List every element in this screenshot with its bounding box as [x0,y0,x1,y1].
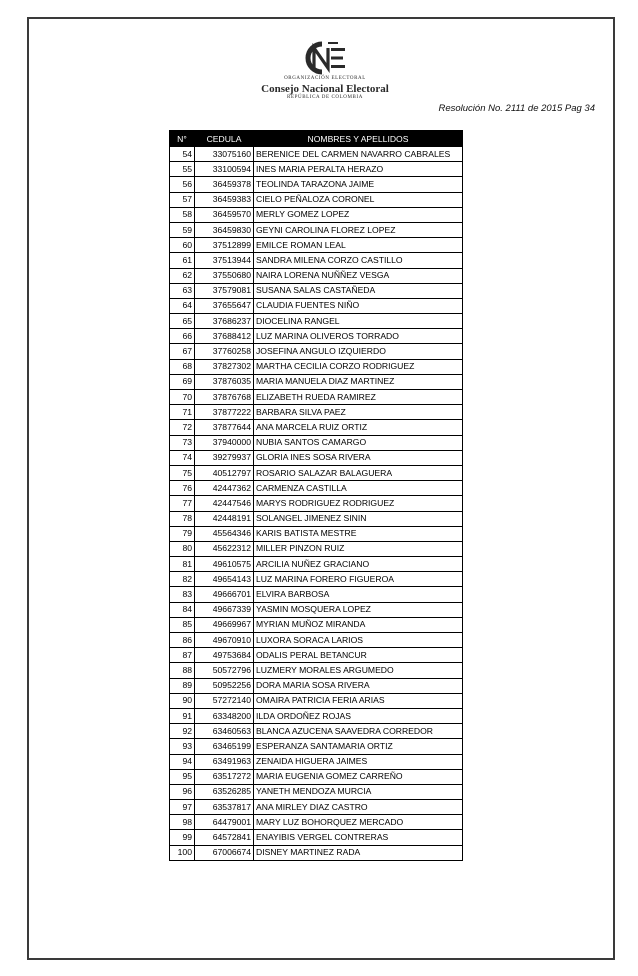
table-row [170,420,463,435]
row-cedula: 37877644 [195,420,254,435]
row-number: 61 [170,253,195,268]
row-name: ODALIS PERAL BETANCUR [254,648,463,663]
row-name: MARIA EUGENIA GOMEZ CARREÑO [254,769,463,784]
row-number: 81 [170,557,195,572]
row-name: ANA MARCELA RUIZ ORTIZ [254,420,463,435]
row-cedula: 49666701 [195,587,254,602]
row-cedula: 50952256 [195,678,254,693]
row-number: 94 [170,754,195,769]
row-number: 92 [170,724,195,739]
table-row [170,708,463,723]
row-number: 93 [170,739,195,754]
row-name: SOLANGEL JIMENEZ SININ [254,511,463,526]
row-name: MARTHA CECILIA CORZO RODRIGUEZ [254,359,463,374]
row-name: CIELO PEÑALOZA CORONEL [254,192,463,207]
row-number: 97 [170,800,195,815]
row-number: 66 [170,329,195,344]
row-cedula: 63460563 [195,724,254,739]
header-cedula: CEDULA [195,131,254,147]
row-cedula: 42447362 [195,481,254,496]
row-name: MARYS RODRIGUEZ RODRIGUEZ [254,496,463,511]
row-cedula: 37579081 [195,283,254,298]
row-cedula: 36459570 [195,207,254,222]
row-cedula: 49610575 [195,557,254,572]
citizens-table [169,130,463,861]
row-name: YANETH MENDOZA MURCIA [254,784,463,799]
row-number: 60 [170,238,195,253]
table-row [170,541,463,556]
row-name: MYRIAN MUÑOZ MIRANDA [254,617,463,632]
row-number: 80 [170,541,195,556]
table-row [170,815,463,830]
table-row [170,526,463,541]
row-cedula: 45622312 [195,541,254,556]
row-cedula: 37512899 [195,238,254,253]
row-cedula: 36459378 [195,177,254,192]
row-number: 75 [170,465,195,480]
table-row [170,283,463,298]
table-row [170,602,463,617]
table-row [170,207,463,222]
row-cedula: 39279937 [195,450,254,465]
row-name: KARIS BATISTA MESTRE [254,526,463,541]
row-number: 87 [170,648,195,663]
table-row [170,784,463,799]
table-row [170,329,463,344]
row-name: OMAIRA PATRICIA FERIA ARIAS [254,693,463,708]
row-cedula: 49669967 [195,617,254,632]
row-number: 86 [170,633,195,648]
row-name: MERLY GOMEZ LOPEZ [254,207,463,222]
table-row [170,557,463,572]
table-row [170,450,463,465]
table-row [170,390,463,405]
row-name: DISNEY MARTINEZ RADA [254,845,463,860]
table-row [170,769,463,784]
row-cedula: 37876768 [195,390,254,405]
row-name: ESPERANZA SANTAMARIA ORTIZ [254,739,463,754]
row-name: ELVIRA BARBOSA [254,587,463,602]
row-number: 91 [170,708,195,723]
row-cedula: 49654143 [195,572,254,587]
table-row [170,633,463,648]
table-row [170,617,463,632]
row-name: INES MARIA PERALTA HERAZO [254,162,463,177]
row-number: 71 [170,405,195,420]
row-name: EMILCE ROMAN LEAL [254,238,463,253]
table-row [170,739,463,754]
table-row [170,405,463,420]
row-name: GLORIA INES SOSA RIVERA [254,450,463,465]
table-row [170,800,463,815]
cne-emblem-icon [292,40,356,76]
row-cedula: 64479001 [195,815,254,830]
row-cedula: 64572841 [195,830,254,845]
row-number: 54 [170,147,195,162]
row-number: 82 [170,572,195,587]
row-cedula: 67006674 [195,845,254,860]
table-row [170,587,463,602]
row-name: MARIA MANUELA DIAZ MARTINEZ [254,374,463,389]
row-number: 64 [170,298,195,313]
row-cedula: 33075160 [195,147,254,162]
row-name: DORA MARIA SOSA RIVERA [254,678,463,693]
row-name: NUBIA SANTOS CAMARGO [254,435,463,450]
table-row [170,359,463,374]
table-row [170,222,463,237]
row-number: 72 [170,420,195,435]
row-number: 74 [170,450,195,465]
row-name: JOSEFINA ANGULO IZQUIERDO [254,344,463,359]
row-number: 88 [170,663,195,678]
row-cedula: 36459383 [195,192,254,207]
row-cedula: 37940000 [195,435,254,450]
row-number: 57 [170,192,195,207]
table-row [170,481,463,496]
row-name: LUZ MARINA FORERO FIGUEROA [254,572,463,587]
row-number: 68 [170,359,195,374]
table-header-row [170,131,463,147]
table-row [170,572,463,587]
row-number: 55 [170,162,195,177]
row-number: 100 [170,845,195,860]
row-name: TEOLINDA TARAZONA JAIME [254,177,463,192]
row-number: 89 [170,678,195,693]
row-cedula: 63537817 [195,800,254,815]
table-row [170,465,463,480]
row-cedula: 37876035 [195,374,254,389]
resolution-reference: Resolución No. 2111 de 2015 Pag 34 [438,103,595,114]
row-number: 79 [170,526,195,541]
table-body [170,147,463,861]
row-number: 78 [170,511,195,526]
row-number: 90 [170,693,195,708]
row-name: LUZMERY MORALES ARGUMEDO [254,663,463,678]
table-row [170,511,463,526]
row-cedula: 40512797 [195,465,254,480]
row-number: 70 [170,390,195,405]
row-name: MILLER PINZON RUIZ [254,541,463,556]
row-cedula: 37760258 [195,344,254,359]
row-number: 99 [170,830,195,845]
table-row [170,754,463,769]
row-cedula: 42447546 [195,496,254,511]
row-name: ILDA ORDOÑEZ ROJAS [254,708,463,723]
header-names: NOMBRES Y APELLIDOS [254,131,463,147]
table-row [170,724,463,739]
row-name: ARCILIA NUÑEZ GRACIANO [254,557,463,572]
row-name: CARMENZA CASTILLA [254,481,463,496]
row-name: LUZ MARINA OLIVEROS TORRADO [254,329,463,344]
logo-bottom-text: REPÚBLICA DE COLOMBIA [287,95,363,100]
row-name: LUXORA SORACA LARIOS [254,633,463,648]
row-name: YASMIN MOSQUERA LOPEZ [254,602,463,617]
table-row [170,678,463,693]
table-row [170,648,463,663]
row-name: BLANCA AZUCENA SAAVEDRA CORREDOR [254,724,463,739]
table-row [170,147,463,162]
row-cedula: 37655647 [195,298,254,313]
row-cedula: 37688412 [195,329,254,344]
logo-top-text: ORGANIZACIÓN ELECTORAL [284,76,366,81]
row-name: BERENICE DEL CARMEN NAVARRO CABRALES [254,147,463,162]
row-name: GEYNI CAROLINA FLOREZ LOPEZ [254,222,463,237]
row-name: ELIZABETH RUEDA RAMIREZ [254,390,463,405]
row-name: NAIRA LORENA NUÑÑEZ VESGA [254,268,463,283]
row-cedula: 49667339 [195,602,254,617]
row-number: 58 [170,207,195,222]
row-cedula: 37877222 [195,405,254,420]
table-row [170,238,463,253]
table-row [170,344,463,359]
row-number: 67 [170,344,195,359]
logo-main-text: Consejo Nacional Electoral [261,83,389,95]
table-row [170,693,463,708]
row-cedula: 63526285 [195,784,254,799]
row-cedula: 63348200 [195,708,254,723]
row-cedula: 50572796 [195,663,254,678]
row-number: 95 [170,769,195,784]
row-name: SANDRA MILENA CORZO CASTILLO [254,253,463,268]
row-name: ROSARIO SALAZAR BALAGUERA [254,465,463,480]
row-number: 73 [170,435,195,450]
table-row [170,830,463,845]
row-number: 83 [170,587,195,602]
row-number: 98 [170,815,195,830]
table-row [170,663,463,678]
row-cedula: 45564346 [195,526,254,541]
row-name: ANA MIRLEY DIAZ CASTRO [254,800,463,815]
row-name: CLAUDIA FUENTES NIÑO [254,298,463,313]
row-cedula: 63517272 [195,769,254,784]
row-name: DIOCELINA RANGEL [254,314,463,329]
table-row [170,268,463,283]
row-number: 63 [170,283,195,298]
row-cedula: 37686237 [195,314,254,329]
table-row [170,845,463,860]
row-cedula: 49670910 [195,633,254,648]
table-row [170,496,463,511]
row-name: MARY LUZ BOHORQUEZ MERCADO [254,815,463,830]
row-cedula: 37550680 [195,268,254,283]
row-number: 85 [170,617,195,632]
table-row [170,192,463,207]
table-row [170,162,463,177]
table-row [170,435,463,450]
row-name: SUSANA SALAS CASTAÑEDA [254,283,463,298]
row-name: ENAYIBIS VERGEL CONTRERAS [254,830,463,845]
table-row [170,298,463,313]
row-name: ZENAIDA HIGUERA JAIMES [254,754,463,769]
row-cedula: 63465199 [195,739,254,754]
row-number: 96 [170,784,195,799]
row-number: 69 [170,374,195,389]
table-row [170,177,463,192]
row-cedula: 36459830 [195,222,254,237]
row-cedula: 42448191 [195,511,254,526]
table-row [170,253,463,268]
cne-logo [240,40,410,102]
row-cedula: 49753684 [195,648,254,663]
row-name: BARBARA SILVA PAEZ [254,405,463,420]
table-row [170,314,463,329]
header-number: N° [170,131,195,147]
row-number: 84 [170,602,195,617]
row-number: 76 [170,481,195,496]
row-number: 59 [170,222,195,237]
row-number: 65 [170,314,195,329]
row-number: 77 [170,496,195,511]
row-cedula: 57272140 [195,693,254,708]
row-cedula: 37513944 [195,253,254,268]
row-cedula: 37827302 [195,359,254,374]
row-cedula: 63491963 [195,754,254,769]
table-row [170,374,463,389]
row-cedula: 33100594 [195,162,254,177]
row-number: 62 [170,268,195,283]
row-number: 56 [170,177,195,192]
